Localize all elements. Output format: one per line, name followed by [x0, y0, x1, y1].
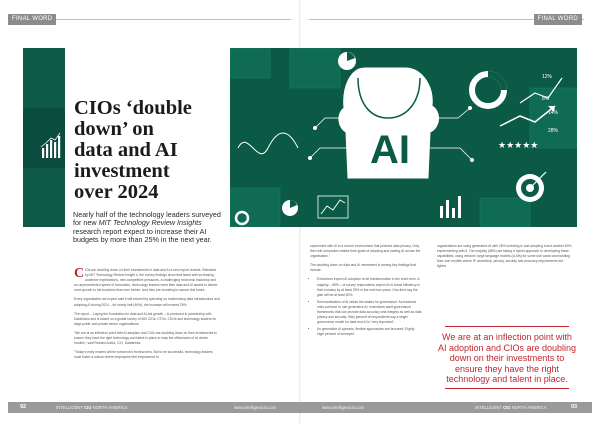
page-number-right: 93 — [571, 404, 578, 410]
body-column-3 — [437, 244, 573, 273]
left-illustration-panel — [23, 48, 65, 227]
body-paragraph: The report – Laying the foundation for data and AI-led growth – is produced in partnership with Databricks and is based on a global survey of 600 CIOs, CTOs, CDOs and technology leaders for large public and private sector organisations. — [74, 311, 217, 326]
list-item: • Democratisation of AI raises the stakes for governance. As business units continue to use generative AI, executives want governance frameworks that can provide data accuracy and integrity as well as data privacy and security. Sixty percent of respondents say a single governance model for data and AI is “very important”. — [317, 300, 422, 325]
body-paragraph: experiment with AI in a secure environment that protects data privacy. Only then will companies realise their goals of adopting and scaling AI across the organisation.” — [310, 244, 421, 259]
footer-url-left[interactable]: www.intelligentcio.com — [234, 405, 277, 410]
footer-url-right[interactable]: www.intelligentcio.com — [322, 405, 365, 410]
body-paragraph: organisations are using generative AI with 28% investing in and adopting it and another 60% experimenting with it. The majority (58%) are taking a hybrid approach to developing these capabilities, using vendors’ large language models (LLMs) for some use cases and building their own models where IP ownership, privacy, security and accuracy requirements are tighter. — [437, 244, 572, 269]
star-rating-icons — [498, 141, 538, 151]
ai-data-illustration — [230, 48, 577, 227]
list-item: • Executives expect AI adoption to be transformative in the short term. A majority – 85% – of survey respondents expect AI to boost efficiency in their industry by at least 25% in the next two years. One-third say the gain will be at least 50%. — [317, 277, 422, 297]
art-label: 14% — [548, 110, 559, 116]
header-tab-left: FINAL WORD — [8, 14, 56, 25]
body-column-2 — [310, 244, 422, 340]
title-line: investment — [74, 160, 170, 182]
body-paragraph: C IOs are doubling down on their investments in data and AI a new report reveals. Released by MIT Technology Review Insight s, the survey findings show that faced with increasing audience expectations, new competitive pressures, a challenging economic backdrop and an unprecedented speed of innovation, technology leaders need their data and AI assets to deliver more growth to the business than ever before. And they are investing to secure this future. — [74, 266, 218, 293]
pullquote-rule-bottom — [445, 388, 569, 389]
body-paragraph: “Today’s early movers will be tomorrow’s frontrunners. But to be successful, technology leaders must foster a culture where employees feel empowered to — [74, 350, 213, 360]
body-paragraph: Every organisation we expect said it will exceed by spending on modernising data infrastructure and adopting AI during 2024 – for nearly half (46%), the increase will exceed 25%. — [74, 297, 220, 307]
findings-list — [310, 277, 422, 337]
pullquote-rule-top — [445, 326, 569, 327]
footer-magazine-left: INTELLIGENT CIO NORTH AMERICA — [56, 405, 128, 410]
list-item: • As generative AI spreads, flexible approaches are favoured. Eighty-eight percent of surveyed — [317, 327, 422, 337]
body-paragraph: The doubling down on data and AI investment is among key findings that include: — [310, 263, 416, 273]
bar-chart-icon — [23, 48, 65, 227]
svg-text:AI: AI — [370, 128, 410, 172]
drop-cap: C — [74, 266, 85, 281]
title-line: CIOs ‘double — [74, 97, 192, 119]
body-paragraph: “We are at an inflection point with AI adoption and CIOs are doubling down on their investments to ensure they have the right technology and talent in place to reap the efficiencies of AI-driven models,” said Ramavi Aulick, CIO, Databricks. — [74, 330, 217, 346]
title-line: down’ on — [74, 118, 154, 140]
footer-magazine-right: INTELLIGENT CIO NORTH AMERICA — [475, 405, 547, 410]
article-title — [74, 98, 224, 203]
pull-quote: We are at an inflection point with AI adoption and CIOs are doubling down on their investments to ensure they have the right technology and talent in place. — [437, 332, 577, 385]
svg-text:★★★★★: ★★★★★ — [498, 141, 539, 151]
title-line: data and AI — [74, 139, 178, 161]
art-label: 12% — [542, 74, 553, 80]
title-line: over 2024 — [74, 181, 159, 203]
article-standfirst: Nearly half of the technology leaders surveyed for new MIT Technology Review Insights research report expect to increase their AI budgets by more than 25% in the next year. — [73, 210, 221, 245]
art-label: 8% — [542, 96, 550, 102]
right-illustration-panel — [230, 48, 577, 227]
body-column-1 — [74, 268, 220, 364]
page-number-left: 92 — [20, 404, 27, 410]
header-tab-right: FINAL WORD — [534, 14, 582, 25]
art-label: 28% — [548, 128, 559, 134]
